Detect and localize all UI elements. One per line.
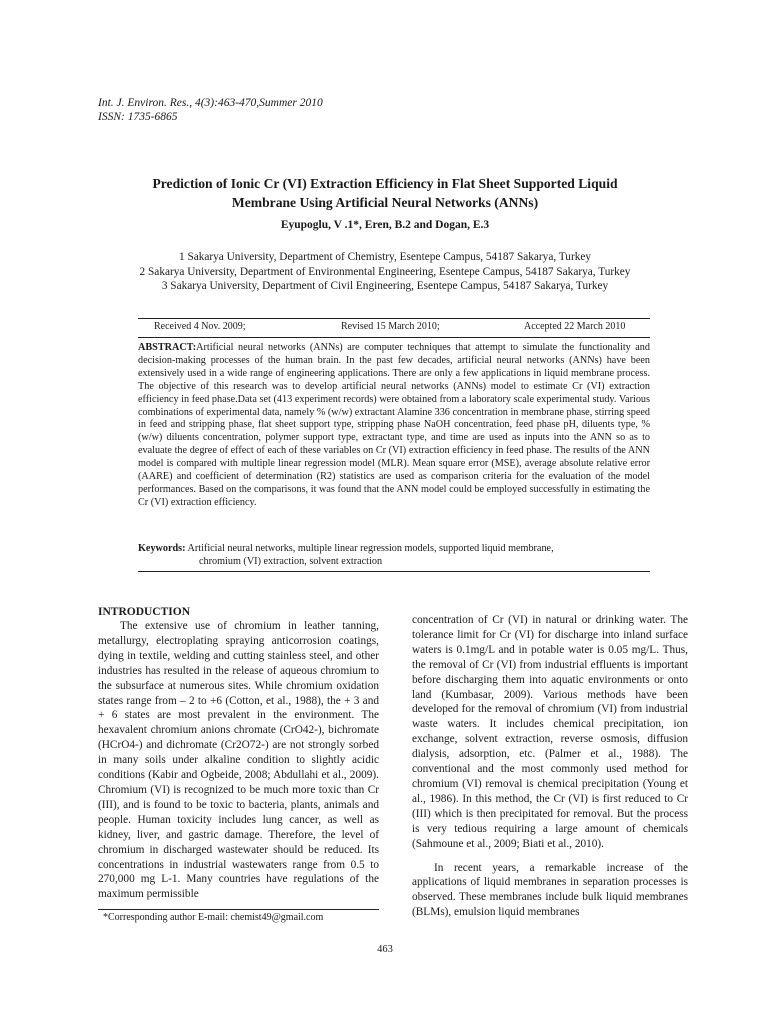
footnote-rule [98,909,379,910]
affiliation-1: 1 Sakarya University, Department of Chemistry, Esentepe Campus, 54187 Sakarya, Turkey [178,251,592,263]
author-list: Eyupoglu, V .1*, Eren, B.2 and Dogan, E.3 [280,219,490,231]
journal-header [98,96,323,124]
intro-paragraph-1-continued: concentration of Cr (VI) in natural or drinking water. The tolerance limit for Cr (VI) for discharge into inland surface waters is 0.1mg/L and in potable water is 0.05 mg/L. Thus, the removal of Cr (VI) from industrial effluents is important before discharging them into aquatic environments or onto land (Kumbasar, 2009). Various methods have been developed for the removal of chromium (VI) from industrial waste waters. It includes chemical precipitation, ion exchange, solvent extraction, reverse osmosis, diffusion dialysis, adsorption, etc. (Palmer et al., 1988). The conventional and the most commonly used method for chromium (VI) removal is chemical precipitation (Young et al., 1986). In this method, the Cr (VI) is first reduced to Cr (III) which is then precipitated for removal. But the process is very tedious requiring a large amount of chemicals (Sahmoune et al., 2009; Biati et al., 2010). [412,614,688,850]
keywords-line-2: chromium (VI) extraction, solvent extraction [199,556,383,567]
title-line-2: Membrane Using Artificial Neural Networks (ANNs) [231,195,539,210]
dates-bottom-rule [138,337,650,338]
affiliation-3: 3 Sakarya University, Department of Civil Engineering, Esentepe Campus, 54187 Sakarya, Turkey [161,280,609,293]
affiliation-2: 2 Sakarya University, Department of Environmental Engineering, Esentepe Campus, 54187 Sakarya, Turkey [139,265,631,278]
right-column [412,613,688,920]
intro-paragraph-1: The extensive use of chromium in leather tanning, metallurgy, electroplating spraying anticorrosion coatings, dying in textile, welding and cutting stainless steel, and other industries has resulted in the release of aqueous chromium to the subsurface at numerous sites. While chromium oxidation states range from – 2 to +6 (Cotton, et al., 1988), the + 3 and + 6 states are most prevalent in the environment. The hexavalent chromium anions chromate (CrO42-), bichromate (HCrO4-) and dichromate (Cr2O72-) are not strongly sorbed in many soils under alkaline condition to slightly acidic conditions (Kabir and Ogbeide, 2008; Abdullahi et al., 2009). Chromium (VI) is recognized to be much more toxic than Cr (III), and is found to be toxic to bacteria, plants, animals and people. Human toxicity includes lung cancer, as well as kidney, liver, and gastric damage. Therefore, the level of chromium in discharged wastewater should be reduced. Its concentrations in industrial wastewaters range from 0.5 to 270,000 mg L-1. Many countries have regulations of the maximum permissible [98,620,379,901]
journal-citation: Int. J. Environ. Res., 4(3):463-470,Summer 2010 [98,97,323,109]
left-column [98,605,379,902]
abstract [138,342,650,510]
article-dates [138,321,650,335]
dates-top-rule [138,318,650,319]
title-line-1: Prediction of Ionic Cr (VI) Extraction Efficiency in Flat Sheet Supported Liquid [152,176,618,191]
section-heading-introduction: INTRODUCTION [98,606,191,618]
corresponding-author-footnote: *Corresponding author E-mail: chemist49@gmail.com [103,912,324,923]
received-date: Received 4 Nov. 2009; [154,321,246,332]
keywords-label: Keywords: [138,543,186,554]
intro-paragraph-2: In recent years, a remarkable increase of the applications of liquid membranes in separation processes is observed. These membranes include bulk liquid membranes (BLMs), emulsion liquid membranes [412,861,688,919]
abstract-label: ABSTRACT: [138,342,197,353]
page-number: 463 [377,944,393,955]
journal-issn: ISSN: 1735-6865 [98,111,178,123]
affiliations [110,250,660,294]
keywords-line-1: Artificial neural networks, multiple linear regression models, supported liquid membrane, [187,543,554,554]
keywords [138,542,650,568]
paper-title [120,174,650,212]
abstract-text: Artificial neural networks (ANNs) are computer techniques that attempt to simulate the functionality and decision-making processes of the human brain. In the past few decades, artificial neural networks (ANNs) have been extensively used in a wide range of engineering applications. There are only a few applications in liquid membrane process. The objective of this research was to develop artificial neural networks (ANNs) model to estimate Cr (VI) extraction efficiency in feed phase.Data set (413 experiment records) were obtained from a laboratory scale experimental study. Various combinations of experimental data, namely % (w/w) extractant Alamine 336 concentration in membrane phase, stirring speed in feed and stripping phase, flat sheet support type, stripping phase NaOH concentration, feed phase pH, diluents type, % (w/w) diluents concentration, polymer support type, extractant type, and time are used as inputs into the ANN so as to evaluate the degree of effect of each of these variables on Cr (VI) extraction efficiency in feed phase. The results of the ANN model is compared with multiple linear regression model (MLR). Mean square error (MSE), average absolute relative error (AARE) and coefficient of determination (R2) statistics are used as comparison criteria for the evaluation of the model performances. Based on the comparisons, it was found that the ANN model could be employed successfully in estimating the Cr (VI) extraction efficiency. [138,342,650,508]
revised-date: Revised 15 March 2010; [341,321,440,332]
keywords-rule [138,571,650,572]
accepted-date: Accepted 22 March 2010 [524,321,626,332]
